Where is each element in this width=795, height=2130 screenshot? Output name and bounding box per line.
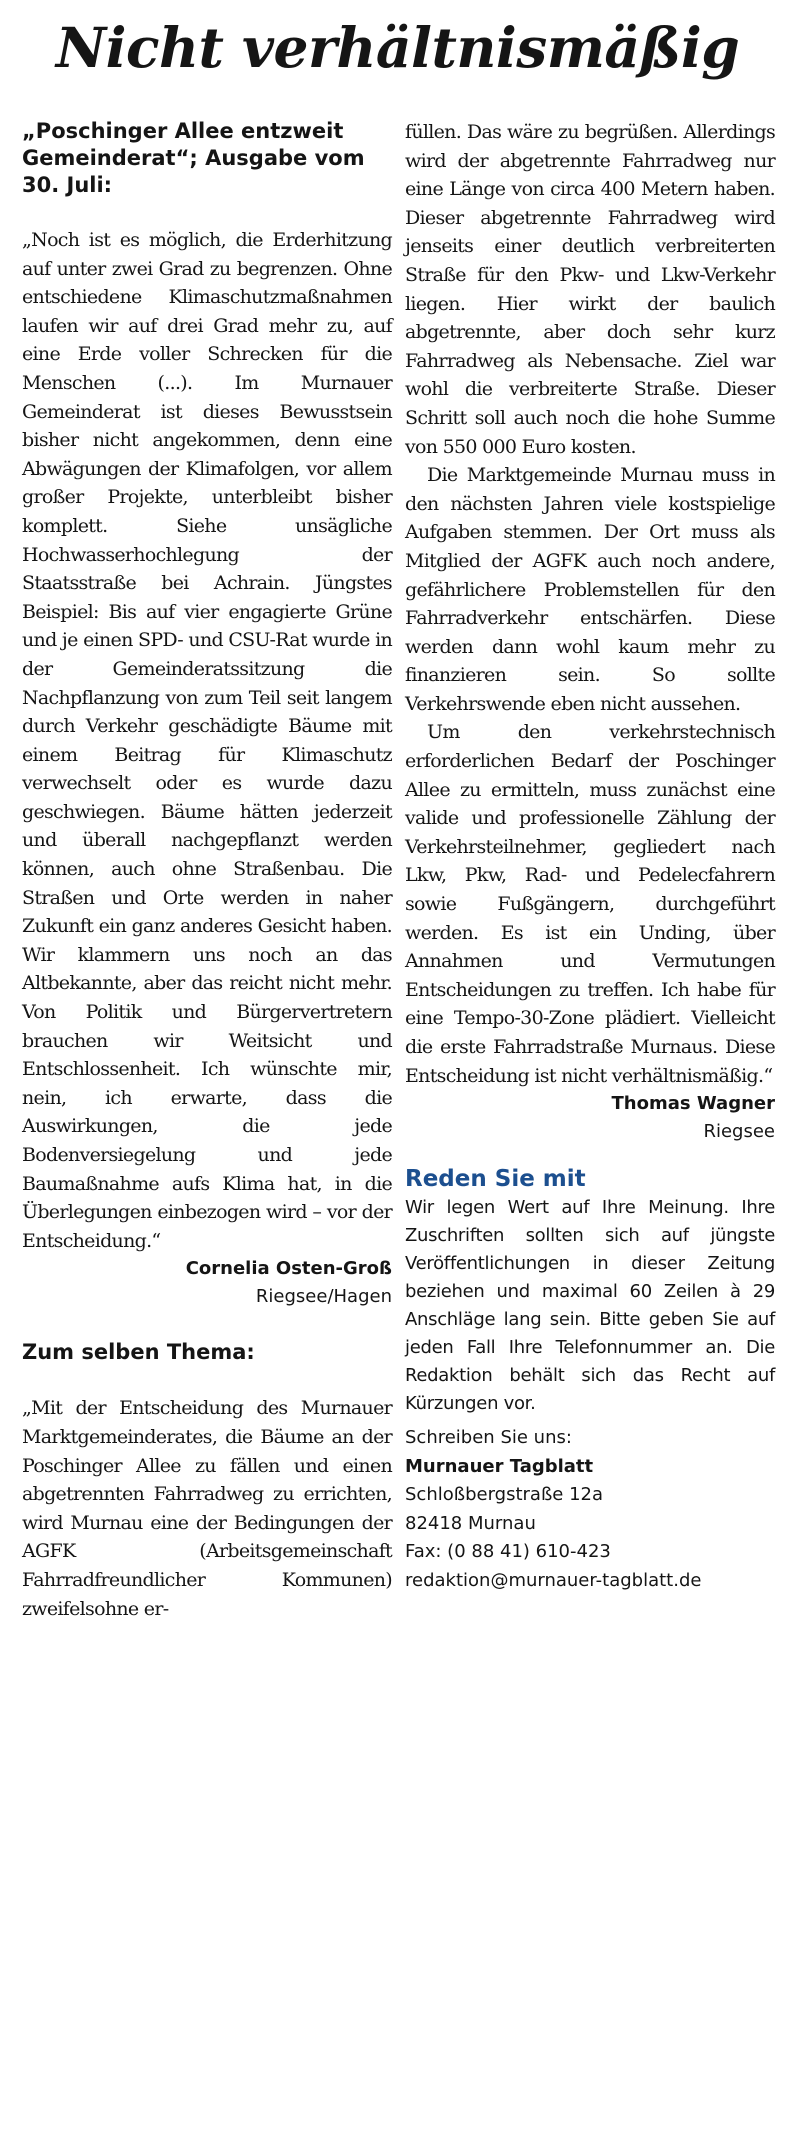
- second-letter-heading: Zum selben Thema:: [22, 1340, 255, 1365]
- left-column: [22, 118, 392, 1623]
- info-email[interactable]: redaktion@murnauer-tagblatt.de: [405, 1569, 702, 1591]
- info-box: [405, 1164, 775, 1595]
- info-title: Reden Sie mit: [405, 1166, 586, 1193]
- letter-author: Cornelia Osten-Groß: [185, 1258, 392, 1280]
- letter-body: „Noch ist es möglich, die Erderhitzung auf unter zwei Grad zu begrenzen. Ohne entschiedene Klimaschutzmaßnahmen laufen wir auf drei Grad mehr zu, auf eine Erde voller Schrecken für die Menschen (...). Im Murnauer Gemeinderat ist dieses Bewusstsein bisher nicht angekommen, denn eine Abwägungen der Klimafolgen, vor allem großer Projekte, unterbleibt bisher komplett. Siehe unsägliche Hochwasserhochlegung der Staatsstraße bei Achrain. Jüngstes Beispiel: Bis auf vier engagierte Grüne und je einen SPD- und CSU-Rat wurde in der Gemeinderatssitzung die Nachpflanzung von zum Teil seit langem durch Verkehr geschädigte Bäume mit einem Beitrag für Klimaschutz verwechselt oder es wurde dazu geschwiegen. Bäume hätten jederzeit und überall nachgepflanzt werden können, auch ohne Straßenbau. Die Straßen und Orte werden in naher Zukunft ein ganz anderes Gesicht haben. Wir klammern uns noch an das Altbekannte, aber das reicht nicht mehr. Von Politik und Bürgervertretern brauchen wir Weitsicht und Entschlossenheit. Ich wünschte mir, nein, ich erwarte, dass die Auswirkungen, die jede Bodenversiegelung und jede Baumaßnahme aufs Klima hat, in die Überlegungen einbezogen wird – vor der Entscheidung.“: [22, 229, 392, 1252]
- second-letter-author: Thomas Wagner: [611, 1093, 775, 1115]
- info-publisher: Murnauer Tagblatt: [405, 1455, 594, 1477]
- second-letter-place: Riegsee: [703, 1121, 775, 1143]
- headline: Nicht verhältnismäßig: [55, 15, 740, 80]
- second-letter-body-start: „Mit der Entscheidung des Murnauer Marktgemeinderates, die Bäume an der Poschinger Allee zu fällen und einen abgetrennten Fahrradweg zu errichten, wird Murnau eine der Bedingungen der AGFK (Arbeitsgemeinschaft Fahrradfreundlicher Kommunen) zweifelsohne er-: [22, 1397, 392, 1620]
- letter-reference: „Poschinger Allee entzweit Gemeinderat“; Ausgabe vom 30. Juli:: [22, 119, 365, 197]
- letter-place: Riegsee/Hagen: [255, 1286, 392, 1308]
- info-city: 82418 Murnau: [405, 1512, 536, 1534]
- right-column: [405, 118, 775, 1595]
- info-street: Schloßbergstraße 12a: [405, 1484, 604, 1506]
- second-letter-paragraph-3: Um den verkehrstechnisch erforderlichen Bedarf der Poschinger Allee zu ermitteln, muss zunächst eine valide und professionelle Zählung der Verkehrsteilnehmer, gegliedert nach Lkw, Pkw, Rad- und Pedelecfahrern sowie Fußgängern, durchgeführt werden. Es ist ein Unding, über Annahmen und Vermutungen Entscheidungen zu treffen. Ich habe für eine Tempo-30-Zone plädiert. Vielleicht die erste Fahrradstraße Murnaus. Diese Entscheidung ist nicht verhältnismäßig.“: [405, 721, 775, 1087]
- info-write-to: Schreiben Sie uns:: [405, 1427, 572, 1449]
- second-letter-body-continued: füllen. Das wäre zu begrüßen. Allerdings wird der abgetrennte Fahrradweg nur eine Länge von circa 400 Metern haben. Dieser abgetrennte Fahrradweg wird jenseits einer deutlich verbreiterten Straße für den Pkw- und Lkw-Verkehr liegen. Hier wirkt der baulich abgetrennte, aber doch sehr kurz Fahrradweg als Nebensache. Ziel war wohl die verbreiterte Straße. Dieser Schritt soll auch noch die hohe Summe von 550 000 Euro kosten.: [405, 121, 775, 458]
- second-letter-paragraph-2: Die Marktgemeinde Murnau muss in den nächsten Jahren viele kostspielige Aufgaben stemmen. Der Ort muss als Mitglied der AGFK auch noch andere, gefährlichere Problemstellen für den Fahrradverkehr entschärfen. Diese werden dann wohl kaum mehr zu finanzieren sein. So sollte Verkehrswende eben nicht aussehen.: [405, 464, 775, 715]
- info-text: Wir legen Wert auf Ihre Meinung. Ihre Zuschriften sollten sich auf jüngste Veröffentlichungen in dieser Zeitung beziehen und maximal 60 Zeilen à 29 Anschläge lang sein. Bitte geben Sie auf jeden Fall Ihre Telefonnummer an. Die Redaktion behält sich das Recht auf Kürzungen vor.: [405, 1197, 775, 1415]
- info-fax: Fax: (0 88 41) 610-423: [405, 1541, 611, 1563]
